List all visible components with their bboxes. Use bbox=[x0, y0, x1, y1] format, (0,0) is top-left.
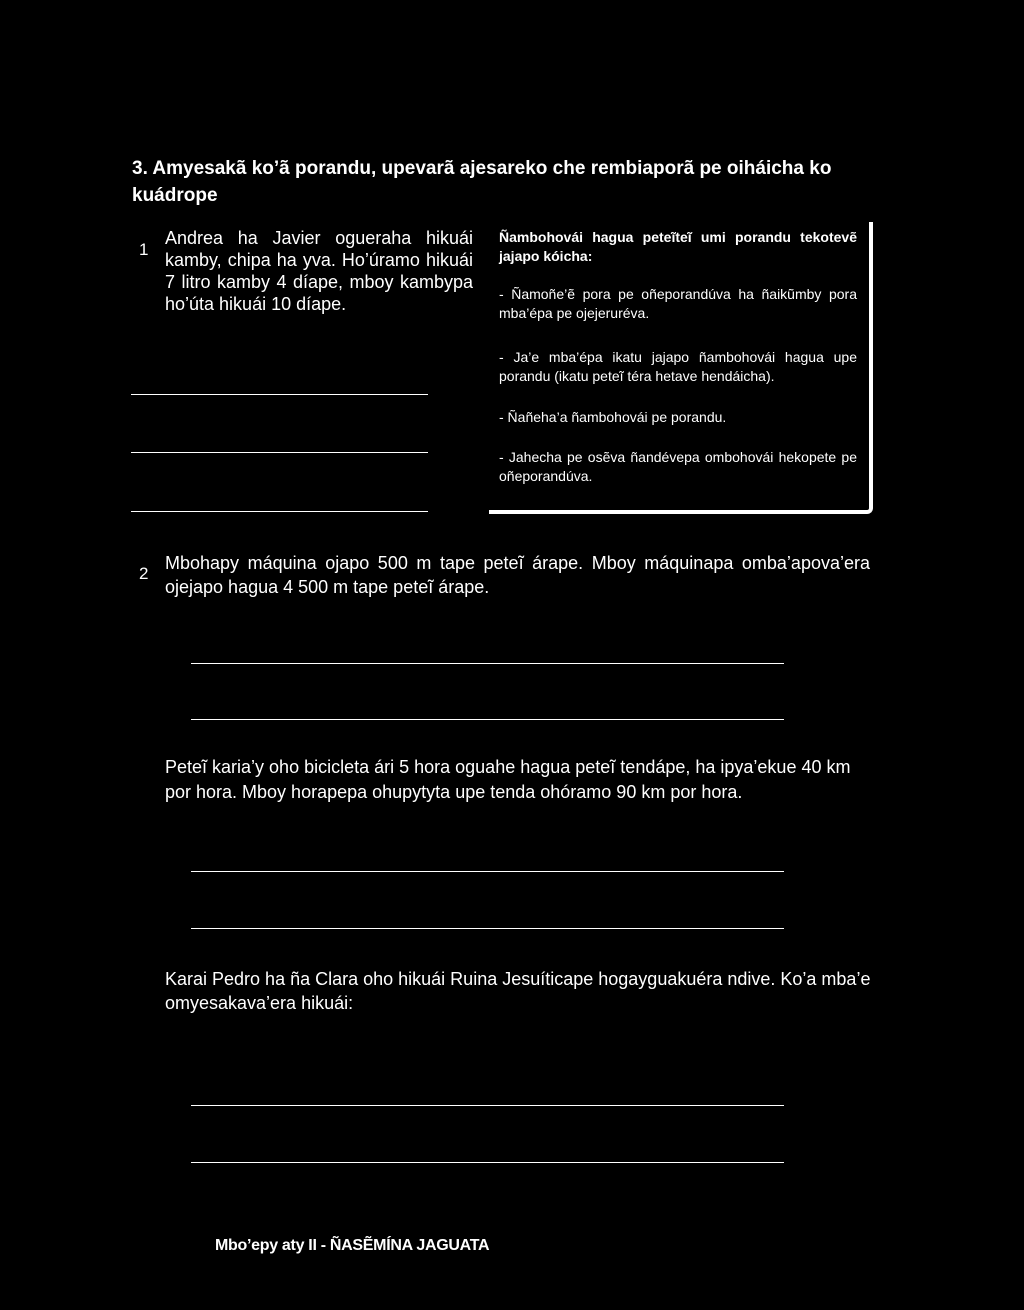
answer-line-1b[interactable] bbox=[131, 452, 428, 453]
problem-2-text: Mbohapy máquina ojapo 500 m tape peteĩ árape. Mboy máquinapa omba’apova’era ojejapo hagua 4 500 m tape peteĩ árape. bbox=[165, 553, 870, 597]
answer-line-1a[interactable] bbox=[131, 394, 428, 395]
tips-title: Ñambohovái hagua peteĩteĩ umi porandu tekotevẽ jajapo kóicha: bbox=[499, 229, 857, 264]
problem-4-text: Karai Pedro ha ña Clara oho hikuái Ruina Jesuíticape hogayguakuéra ndive. Ko’a mba’e omyesakava’era hikuái: bbox=[165, 969, 871, 1013]
answer-line-2b[interactable] bbox=[191, 719, 784, 720]
answer-line-3b[interactable] bbox=[191, 928, 784, 929]
answer-line-4a[interactable] bbox=[191, 1105, 784, 1106]
problem-number-1: 1 bbox=[139, 240, 149, 259]
answer-line-4b[interactable] bbox=[191, 1162, 784, 1163]
tip-item-2: - Ja’e mba’épa ikatu jajapo ñambohovái hagua upe porandu (ikatu peteĩ téra hetave hendáicha). bbox=[499, 349, 857, 384]
page-footer: Mbo’epy aty II - ÑASẼMÍNA JAGUATA bbox=[215, 1237, 490, 1254]
problem-number-2: 2 bbox=[139, 564, 149, 583]
tip-item-4: - Jahecha pe osẽva ñandévepa ombohovái hekopete pe oñeporandúva. bbox=[499, 449, 857, 484]
tip-item-3: - Ñañeha’a ñambohovái pe porandu. bbox=[499, 409, 727, 425]
problem-3-text: Peteĩ karia’y oho bicicleta ári 5 hora oguahe hagua peteĩ tendápe, ha ipya’ekue 40 km por hora. Mboy horapepa ohupytyta upe tenda ohóramo 90 km por hora. bbox=[165, 757, 851, 802]
answer-line-1c[interactable] bbox=[131, 511, 428, 512]
tip-item-1: - Ñamoñe’ẽ pora pe oñeporandúva ha ñaikũmby pora mba’épa pe ojejeruréva. bbox=[499, 286, 857, 321]
problem-1-text: Andrea ha Javier ogueraha hikuái kamby, chipa ha yva. Ho’úramo hikuái 7 litro kamby 4 díape, mboy kambypa ho’úta hikuái 10 díape. bbox=[165, 228, 473, 314]
section-heading: 3. Amyesakã ko’ã porandu, upevarã ajesareko che rembiaporã pe oiháicha ko kuádrope bbox=[132, 158, 832, 206]
answer-line-3a[interactable] bbox=[191, 871, 784, 872]
answer-line-2a[interactable] bbox=[191, 663, 784, 664]
tips-box bbox=[489, 222, 873, 514]
